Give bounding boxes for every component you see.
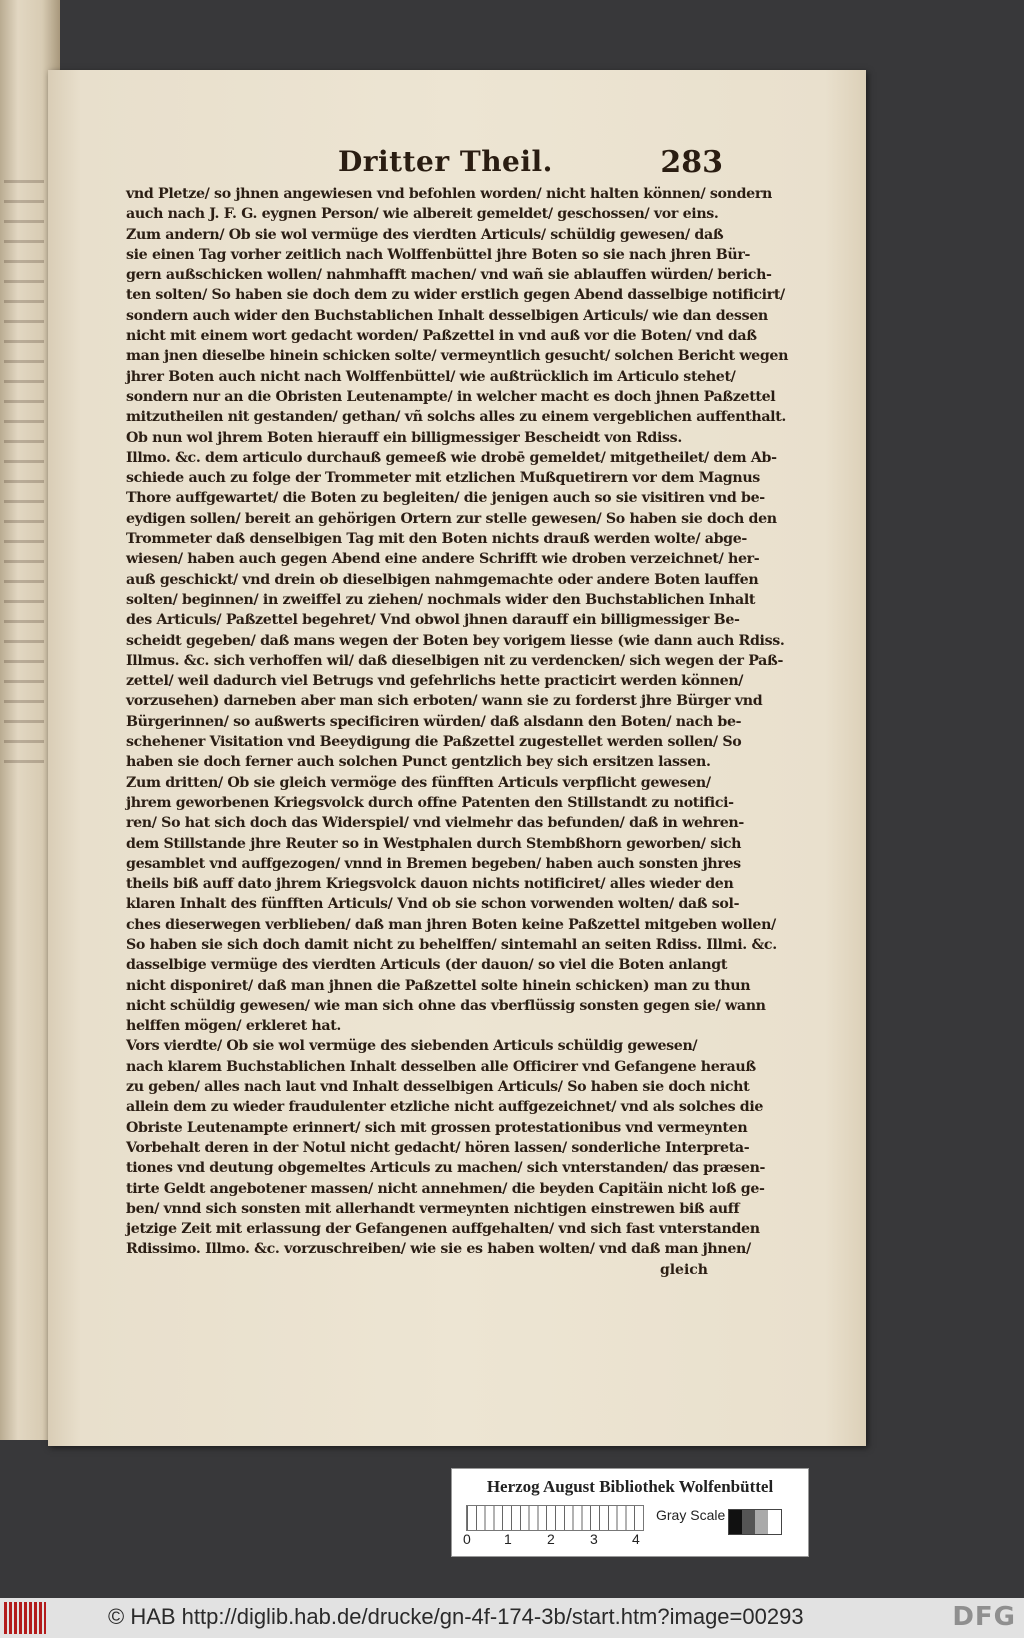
text-line: solten/ beginnen/ in zweiffel zu ziehen/ nochmals wider den Buchstablichen Inhalt: [126, 591, 756, 608]
text-line: haben sie doch ferner auch solchen Punct gentzlich bey sich ersitzen lassen.: [126, 754, 711, 771]
text-line: gern außschicken wollen/ nahmhafft machen/ vnd wañ sie ablauffen würden/ berich-: [126, 267, 772, 284]
text-line: eydigen sollen/ bereit an gehörigen Ortern zur stelle gewesen/ So haben sie doch den: [126, 510, 777, 527]
text-line: ches dieserwegen verblieben/ daß man jhren Boten keine Paßzettel mitgeben wollen/: [126, 916, 776, 933]
page-header: [338, 145, 723, 185]
text-line: dem Stillstande jhre Reuter so in Westphalen durch Stembßhorn geworben/ sich: [126, 835, 742, 852]
ruler-number: 4: [632, 1531, 640, 1547]
text-line: ren/ So hat sich doch das Widerspiel/ vnd vielmehr das befunden/ daß in wehren-: [126, 815, 744, 832]
footer-bar: [0, 1598, 1024, 1638]
text-line: mitzutheilen nit gestanden/ gethan/ vñ solchs alles zu einem vergeblichen auffenthalt.: [126, 409, 786, 426]
text-line: zettel/ weil dadurch viel Betrugs vnd gefehrlichs hette practicirt werden können/: [126, 673, 744, 690]
text-line: wiesen/ haben auch gegen Abend eine andere Schrifft wie droben verzeichnet/ her-: [126, 551, 760, 568]
text-line: ben/ vnnd sich sonsten mit allerhandt vermeynten nichtigen einstrewen biß auff: [126, 1200, 740, 1217]
text-line: man jnen dieselbe hinein schicken solte/ vermeyntlich gesucht/ solchen Bericht wegen: [126, 348, 789, 365]
text-line: auch nach J. F. G. eygnen Person/ wie albereit gemeldet/ geschossen/ vor eins.: [126, 206, 719, 223]
text-line: vnd Pletze/ so jhnen angewiesen vnd befohlen worden/ nicht halten können/ sondern: [126, 186, 772, 202]
gray-scale-swatch: [728, 1509, 782, 1535]
ruler-number: 3: [590, 1531, 598, 1547]
text-line: Rdissimo. Illmo. &c. vorzuschreiben/ wie sie es haben wolten/ vnd daß man jhnen/: [126, 1241, 751, 1258]
ruler-number: 1: [504, 1531, 512, 1547]
text-line: dasselbige vermüge des vierdten Articuls (der dauon/ so viel die Boten anlangt: [126, 957, 728, 974]
text-line: nicht disponiret/ daß man jhnen die Paßzettel solte hinein schicken) man zu thun: [126, 977, 751, 994]
text-line: schiede auch zu folge der Trommeter mit etzlichen Mußquetirern vor dem Magnus: [126, 470, 760, 487]
text-line: nicht schüldig gewesen/ wie man sich ohne das vberflüssig sonsten gegen sie/ wann: [126, 997, 766, 1014]
text-line: Obriste Leutenampte erinnert/ sich mit grossen protestationibus vnd vermeynten: [126, 1119, 748, 1136]
text-line: theils biß auff dato jhrem Kriegsvolck dauon nichts notificiret/ alles wieder den: [126, 876, 734, 893]
text-line: zu geben/ alles nach laut vnd Inhalt desselbigen Articuls/ So haben sie doch nicht: [126, 1079, 750, 1096]
text-line: tirte Geldt angebotener massen/ nicht annehmen/ die beyden Capitäin nicht loß ge-: [126, 1180, 765, 1197]
text-line: Bürgerinnen/ so außwerts specificiren würden/ daß alsdann den Boten/ nach be-: [126, 713, 742, 730]
gray-scale-label: Gray Scale: [656, 1507, 726, 1523]
page-number: 283: [660, 145, 723, 180]
text-line: Vors vierdte/ Ob sie wol vermüge des siebenden Articuls schüldig gewesen/: [126, 1038, 698, 1055]
text-line: sondern auch wider den Buchstablichen Inhalt desselbigen Articuls/ wie dan dessen: [126, 307, 768, 324]
text-line: auß geschickt/ vnd drein ob dieselbigen nahmgemachte oder andere Boten lauffen: [126, 571, 759, 588]
text-line: schehener Visitation vnd Beeydigung die Paßzettel zugestellet werden sollen/ So: [126, 734, 742, 751]
body-text: [126, 184, 789, 1280]
text-line: Trommeter daß denselbigen Tag mit den Boten nichts drauß werden wolte/ abge-: [126, 531, 747, 548]
text-line: Ob nun wol jhrem Boten hierauff ein billigmessiger Bescheidt von Rdiss.: [126, 429, 682, 446]
text-line: tiones vnd deutung obgemeltes Articuls zu machen/ sich vnterstanden/ das præsen-: [126, 1160, 766, 1177]
text-line: vorzusehen) darneben aber man sich erboten/ wann sie zu forderst jhre Bürger vnd: [126, 693, 763, 710]
text-line: sie einen Tag vorher zeitlich nach Wolffenbüttel jhre Boten so sie nach jhren Bür-: [126, 246, 750, 263]
ruler-number: 0: [463, 1531, 471, 1547]
text-line: Illmus. &c. sich verhoffen wil/ daß dieselbigen nit zu verdencken/ sich wegen der Paß-: [126, 652, 783, 669]
text-line: des Articuls/ Paßzettel begehret/ Vnd obwol jhnen darauff ein billigmessiger Be-: [126, 612, 740, 629]
facing-page-text-fragment: [4, 180, 44, 780]
text-line: nach klarem Buchstablichen Inhalt desselben alle Officirer vnd Gefangene herauß: [126, 1058, 756, 1075]
footer-url[interactable]: © HAB http://diglib.hab.de/drucke/gn-4f-174-3b/start.htm?image=00293: [108, 1604, 804, 1629]
text-line: sondern nur an die Obristen Leutenampte/ in welcher macht es doch jhnen Paßzettel: [126, 388, 776, 405]
text-line: scheidt gegeben/ daß mans wegen der Boten bey vorigem liesse (wie dann auch Rdiss.: [126, 632, 785, 649]
text-line: gesamblet vnd auffgezogen/ vnnd in Bremen begeben/ haben auch sonsten jhres: [126, 855, 741, 872]
dfg-logo: DFG: [952, 1602, 1016, 1632]
text-line: Zum dritten/ Ob sie gleich vermöge des fünfften Articuls verpflicht gewesen/: [126, 774, 711, 791]
measurement-ruler: [466, 1505, 644, 1531]
text-line: allein dem zu wieder fraudulenter etzliche nicht auffgezeichnet/ vnd als solches die: [126, 1099, 764, 1116]
catchword: gleich: [659, 1261, 708, 1278]
text-line: nicht mit einem wort gedacht worden/ Paßzettel in vnd auß vor die Boten/ vnd daß: [126, 328, 757, 345]
text-line: jetzige Zeit mit erlassung der Gefangenen auffgehalten/ vnd sich fast vnterstanden: [126, 1221, 760, 1238]
color-reference-card: [451, 1468, 809, 1557]
text-line: helffen mögen/ erkleret hat.: [126, 1018, 342, 1035]
text-line: ten solten/ So haben sie doch dem zu wider erstlich gegen Abend dasselbige notificirt/: [126, 287, 785, 304]
ruler-numbers: [463, 1531, 666, 1549]
text-line: Vorbehalt deren in der Notul nicht gedacht/ hören lassen/ sonderliche Interpreta-: [126, 1139, 750, 1156]
library-name: Herzog August Bibliothek Wolfenbüttel: [486, 1477, 774, 1496]
text-line: Thore auffgewartet/ die Boten zu begleiten/ die jenigen auch so sie visitiren vnd be-: [126, 490, 765, 507]
text-line: jhrer Boten auch nicht nach Wolffenbüttel/ wie außtrücklich im Articulo stehet/: [126, 368, 736, 385]
text-line: jhrem geworbenen Kriegsvolck durch offne Patenten den Stillstandt zu notifici-: [126, 794, 734, 811]
ruler-number: 2: [547, 1531, 555, 1547]
text-line: Zum andern/ Ob sie wol vermüge des vierdten Articuls/ schüldig gewesen/ daß: [126, 226, 724, 243]
hab-logo: [4, 1602, 46, 1634]
text-line: So haben sie sich doch damit nicht zu behelffen/ sintemahl an seiten Rdiss. Illmi. &c.: [126, 936, 777, 953]
text-line: klaren Inhalt des fünfften Articuls/ Vnd ob sie schon vorwenden wolten/ daß sol-: [126, 896, 740, 913]
book-page: [48, 70, 866, 1446]
text-line: Illmo. &c. dem articulo durchauß gemeeß wie drobē gemeldet/ mitgetheilet/ dem Ab-: [126, 449, 777, 466]
running-head: Dritter Theil.: [338, 145, 553, 178]
